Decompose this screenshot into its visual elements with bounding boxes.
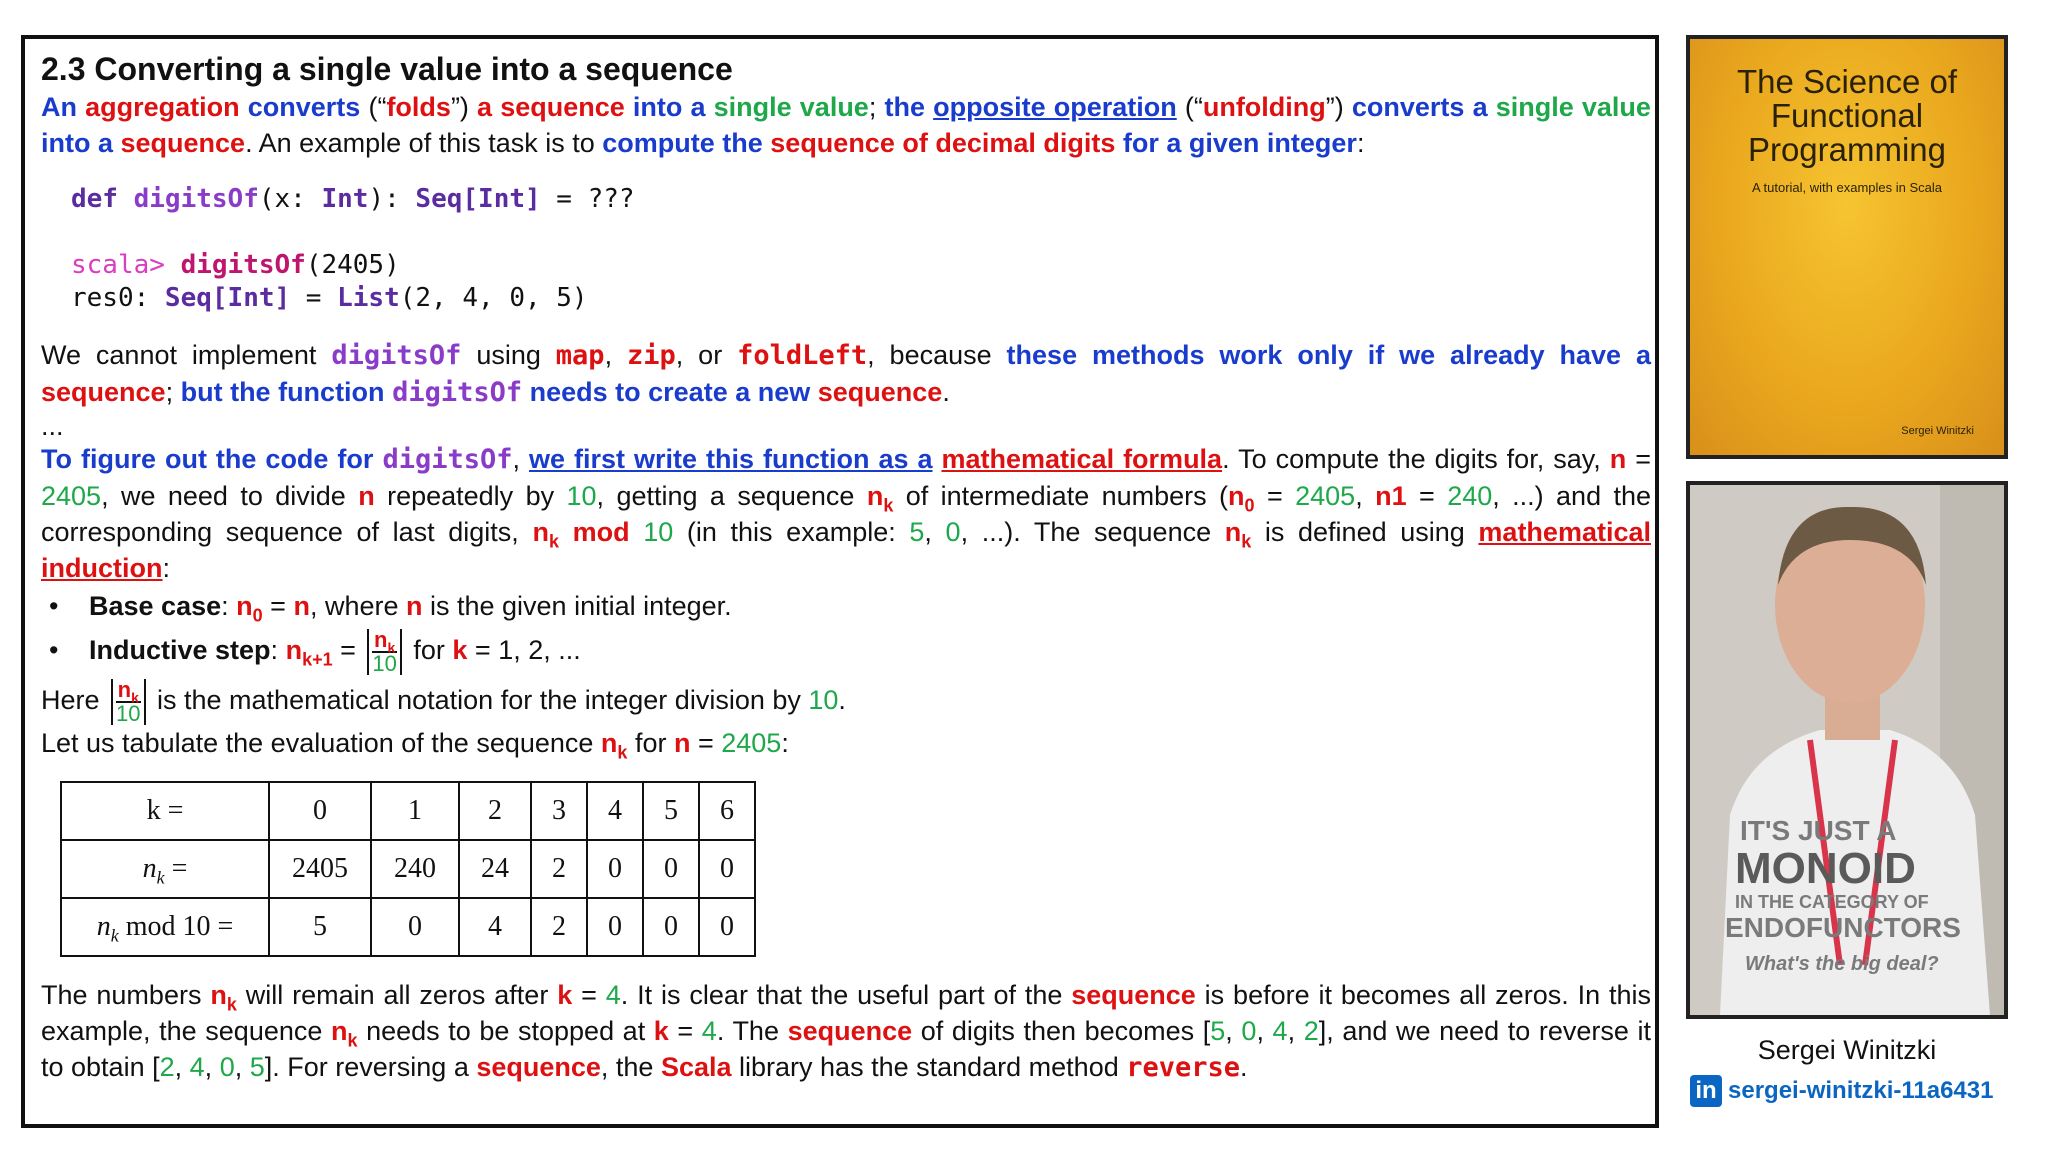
subscript: k: [131, 689, 139, 706]
book-cover: [1686, 35, 2008, 459]
slide-content: [41, 49, 1651, 1086]
intro-paragraph: [41, 89, 1651, 161]
text-span: sequence of decimal digits: [770, 128, 1116, 158]
fraction-numerator: [116, 676, 140, 706]
text-span: single value: [713, 92, 869, 122]
subscript: k: [548, 531, 559, 552]
closing-paragraph: [41, 977, 1651, 1086]
text-span: n: [374, 626, 388, 652]
text-span: n: [142, 852, 157, 884]
text-span: Scala: [660, 1051, 732, 1082]
text-span: ,: [604, 340, 627, 370]
subscript: k: [387, 639, 396, 656]
text-span: these methods work only if we already have a: [1006, 340, 1651, 370]
evaluation-table: [60, 781, 756, 957]
text-span: is the mathematical notation for the integer division by: [149, 684, 809, 715]
text-span: mod 10 =: [118, 910, 234, 942]
text-span: ,: [1225, 1015, 1242, 1046]
table-header-cell: [61, 840, 269, 898]
text-span: 4: [1272, 1015, 1288, 1046]
table-cell: 6: [699, 782, 755, 840]
text-span: =: [690, 727, 722, 758]
text-span: = 1, 2, ...: [467, 635, 581, 665]
text-span: :: [270, 635, 286, 665]
text-span: An: [41, 92, 77, 122]
text-span: =: [1406, 481, 1448, 511]
text-span: 5: [1210, 1015, 1226, 1046]
text-span: =: [164, 852, 188, 884]
text-span: unfolding: [1202, 92, 1326, 122]
text-span: 0: [219, 1051, 235, 1082]
bullet-label: Inductive step: [89, 635, 271, 665]
table-cell: 0: [643, 898, 699, 956]
book-title-line: The Science of: [1736, 63, 1958, 100]
limitation-paragraph: [41, 337, 1651, 411]
text-span: To figure out the code for: [41, 444, 374, 474]
text-span: 4: [701, 1015, 717, 1046]
text-span: n: [1228, 481, 1245, 511]
text-span: for: [405, 635, 453, 665]
text-span: 2405: [41, 481, 102, 511]
text-span: a: [477, 92, 493, 122]
text-span: =: [1626, 444, 1651, 474]
text-span: 10: [566, 481, 597, 511]
shirt-text: ENDOFUNCTORS: [1725, 912, 1961, 943]
text-span: but the function: [180, 377, 385, 407]
text-span: 2: [159, 1051, 175, 1082]
subscript: k: [883, 495, 894, 516]
bullet-label: Base case: [89, 591, 222, 621]
table-header-cell: k =: [61, 782, 269, 840]
text-span: folds: [386, 92, 451, 122]
code-token: ):: [368, 184, 416, 214]
table-cell: 5: [643, 782, 699, 840]
text-span: ;: [165, 377, 174, 407]
text-span: (“: [1176, 92, 1203, 122]
text-span: .: [942, 377, 950, 407]
text-span: n1: [1375, 481, 1407, 511]
text-span: ,: [1355, 481, 1376, 511]
code-token: res0:: [71, 283, 165, 313]
text-span: , the: [600, 1051, 661, 1082]
text-span: 0: [1241, 1015, 1257, 1046]
text-span: n: [330, 1015, 348, 1046]
text-span: 4: [605, 979, 621, 1010]
table-cell: 0: [371, 898, 459, 956]
fraction-denominator: 10: [372, 650, 397, 676]
list-item-base-case: [41, 586, 1651, 626]
tabulate-paragraph: [41, 725, 1651, 761]
table-row: [61, 840, 755, 898]
text-span: 10: [643, 517, 674, 547]
code-token: =: [290, 283, 338, 313]
text-span: is defined using: [1251, 517, 1479, 547]
text-span: , we need to divide: [101, 481, 359, 511]
text-span: 2405: [1295, 481, 1356, 511]
text-span: repeatedly by: [374, 481, 567, 511]
text-span: of intermediate numbers (: [893, 481, 1229, 511]
text-span: ”): [450, 92, 478, 122]
text-span: 5: [249, 1051, 265, 1082]
section-title: 2.3 Converting a single value into a sequence: [41, 51, 733, 87]
text-span: n: [600, 727, 618, 758]
table-row: [61, 782, 755, 840]
shirt-text: MONOID: [1735, 844, 1916, 893]
text-span: sequence: [41, 377, 166, 407]
table-cell: 0: [643, 840, 699, 898]
mathematical-formula-link[interactable]: mathematical formula: [941, 444, 1223, 474]
table-cell: 4: [459, 898, 531, 956]
text-span: n: [117, 676, 132, 702]
subscript: k: [1241, 531, 1252, 552]
text-span: , getting a sequence: [596, 481, 867, 511]
subscript: 0: [1244, 495, 1255, 516]
table-cell: 0: [699, 840, 755, 898]
text-span: single value: [1495, 92, 1651, 122]
text-span: . It is clear that the useful part of the: [620, 979, 1072, 1010]
text-span: converts a: [1351, 92, 1488, 122]
text-span: n: [1609, 444, 1627, 474]
text-span: ,: [174, 1051, 190, 1082]
text-span: ,: [1287, 1015, 1304, 1046]
code-token: digitsOf: [133, 184, 259, 214]
induction-bullets: [41, 586, 1651, 675]
code-token: Int: [321, 184, 369, 214]
text-span: n: [210, 979, 227, 1010]
text-span: for a given integer: [1122, 128, 1357, 158]
text-span: (in this example:: [673, 517, 910, 547]
subscript: k: [226, 994, 237, 1015]
text-span: ,: [924, 517, 946, 547]
text-span: ;: [868, 92, 885, 122]
text-span: foldLeft: [737, 340, 868, 371]
code-token: (x:: [258, 184, 322, 214]
fraction-numerator: [372, 626, 396, 656]
code-token: List: [337, 283, 400, 313]
table-cell: 240: [371, 840, 459, 898]
subscript: k: [617, 742, 628, 763]
formula-paragraph: [41, 441, 1651, 586]
text-span: n: [285, 635, 303, 665]
text-span: n: [293, 591, 310, 621]
fraction-denominator: 10: [116, 700, 141, 726]
book-title-line: Programming: [1747, 131, 1947, 168]
text-span: , because: [867, 340, 1007, 370]
floor-fraction: [111, 676, 145, 726]
code-block-definition: [41, 183, 1651, 216]
book-author: Sergei Winitzki: [1901, 425, 1974, 437]
table-cell: 0: [699, 898, 755, 956]
text-span: .: [838, 684, 846, 715]
table-cell: 2: [531, 840, 587, 898]
subscript: k: [347, 1030, 358, 1051]
code-token: Seq[Int]: [164, 283, 291, 313]
code-block-repl: [41, 249, 1651, 315]
table-cell: 0: [587, 840, 643, 898]
text-span: . An example of this task is to: [245, 128, 603, 158]
code-token: digitsOf: [180, 250, 306, 280]
first-write-link[interactable]: we first write this function as a: [528, 444, 933, 474]
code-token: Seq[Int]: [415, 184, 541, 214]
text-span: converts: [247, 92, 361, 122]
text-span: reverse: [1126, 1051, 1241, 1083]
text-span: digitsOf: [331, 340, 462, 371]
text-span: ], and we need to reverse it to obtain [: [41, 1015, 1651, 1082]
text-span: 10: [808, 684, 839, 715]
text-span: :: [1356, 128, 1365, 158]
code-token: (2405): [305, 250, 400, 280]
text-span: digitsOf: [382, 444, 513, 475]
text-span: :: [781, 727, 789, 758]
text-span: ,: [204, 1051, 220, 1082]
text-span: , where: [309, 591, 406, 621]
code-token: (2, 4, 0, 5): [399, 283, 588, 313]
table-cell: 0: [587, 898, 643, 956]
text-span: aggregation: [85, 92, 240, 122]
table-cell: 0: [269, 782, 371, 840]
text-span: map: [555, 340, 605, 371]
mathematical-induction-link[interactable]: mathematical induction: [41, 517, 1651, 583]
table-cell: 2405: [269, 840, 371, 898]
text-span: ,: [1256, 1015, 1273, 1046]
presenter-video: [1686, 481, 2008, 1019]
subscript: k: [110, 925, 119, 946]
text-span: n: [673, 727, 691, 758]
text-span: n: [532, 517, 549, 547]
text-span: into a: [41, 128, 113, 158]
table-header-cell: [61, 898, 269, 956]
text-span: 2: [1303, 1015, 1319, 1046]
ellipsis: ...: [41, 411, 64, 441]
text-span: compute the: [602, 128, 763, 158]
text-span: sequence: [120, 128, 246, 158]
shirt-text: What's the big deal?: [1745, 953, 1939, 975]
text-span: (“: [360, 92, 387, 122]
repl-prompt: scala>: [71, 250, 181, 280]
code-token: def: [71, 184, 134, 214]
text-span: =: [572, 979, 606, 1010]
text-span: needs to be stopped at: [357, 1015, 654, 1046]
text-span: library has the standard method: [731, 1051, 1127, 1082]
text-span: k: [557, 979, 573, 1010]
table-cell: 2: [531, 898, 587, 956]
table-cell: 2: [459, 782, 531, 840]
text-span: the: [884, 92, 925, 122]
text-span: =: [1254, 481, 1296, 511]
text-span: 240: [1447, 481, 1493, 511]
subscript: k: [156, 867, 165, 888]
text-span: k: [452, 635, 468, 665]
text-span: We cannot implement: [41, 340, 332, 370]
text-span: sequence: [476, 1051, 601, 1082]
text-span: sequence: [500, 92, 625, 122]
text-span: :: [162, 553, 170, 583]
presenter-figure: [1690, 485, 2004, 1015]
table-cell: 3: [531, 782, 587, 840]
linkedin-handle[interactable]: sergei-winitzki-11a6431: [1728, 1077, 1994, 1104]
text-span: using: [461, 340, 556, 370]
text-span: 5: [909, 517, 925, 547]
text-span: n: [1224, 517, 1242, 547]
text-span: digitsOf: [392, 377, 523, 408]
table-cell: 5: [269, 898, 371, 956]
floor-fraction: [367, 626, 401, 676]
shirt-text: IT'S JUST A: [1740, 815, 1897, 846]
code-token: = ???: [540, 184, 635, 214]
text-span: . To compute the digits for, say,: [1222, 444, 1610, 474]
text-span: sequence: [787, 1015, 913, 1046]
book-title-line: Functional: [1770, 97, 1924, 134]
text-span: , ...) and the corresponding sequence of last digits,: [41, 481, 1652, 547]
text-span: needs to create a new: [529, 377, 811, 407]
table-row: [61, 898, 755, 956]
text-span: will remain all zeros after: [236, 979, 558, 1010]
list-item-inductive-step: [41, 626, 1651, 675]
subscript: k+1: [302, 649, 333, 670]
text-span: into a: [632, 92, 706, 122]
text-span: .: [1240, 1051, 1248, 1082]
text-span: . The: [716, 1015, 788, 1046]
text-span: ]. For reversing a: [264, 1051, 477, 1082]
text-span: n: [96, 910, 111, 942]
text-span: ,: [512, 444, 529, 474]
text-span: n: [405, 591, 423, 621]
text-span: , ...). The sequence: [960, 517, 1225, 547]
presenter-name: Sergei Winitzki: [1757, 1035, 1937, 1065]
subscript: 0: [252, 605, 263, 626]
text-span: n: [358, 481, 375, 511]
text-span: , or: [675, 340, 738, 370]
text-span: for: [627, 727, 674, 758]
text-span: =: [262, 591, 294, 621]
text-span: is the given initial integer.: [422, 591, 732, 621]
text-span: mod: [558, 517, 644, 547]
table-cell: 24: [459, 840, 531, 898]
text-span: of digits then becomes [: [912, 1015, 1211, 1046]
book-title: [1690, 65, 2004, 167]
text-span: k: [653, 1015, 669, 1046]
text-span: zip: [626, 340, 676, 371]
text-span: The numbers: [41, 979, 211, 1010]
book-subtitle: A tutorial, with examples in Scala: [1751, 180, 1943, 195]
shirt-text: IN THE CATEGORY OF: [1735, 892, 1929, 912]
table-cell: 1: [371, 782, 459, 840]
text-span: ”): [1325, 92, 1352, 122]
text-span: 0: [945, 517, 961, 547]
linkedin-icon: in: [1690, 1075, 1722, 1107]
opposite-operation-link[interactable]: opposite operation: [933, 92, 1177, 122]
text-span: Here: [41, 684, 108, 715]
text-span: 4: [189, 1051, 205, 1082]
text-span: =: [332, 635, 364, 665]
linkedin-link[interactable]: [1690, 1074, 1993, 1108]
slide-frame: [21, 35, 1659, 1128]
text-span: ,: [234, 1051, 250, 1082]
text-span: :: [221, 591, 237, 621]
text-span: =: [668, 1015, 702, 1046]
table-cell: 4: [587, 782, 643, 840]
text-span: sequence: [1071, 979, 1196, 1010]
text-span: n: [236, 591, 253, 621]
text-span: sequence: [817, 377, 943, 407]
text-span: Let us tabulate the evaluation of the sequence: [41, 727, 601, 758]
text-span: 2405: [721, 727, 782, 758]
text-span: n: [866, 481, 884, 511]
here-paragraph: [41, 675, 1651, 725]
text-span: is before it becomes all zeros. In this example, the sequence: [41, 979, 1651, 1046]
